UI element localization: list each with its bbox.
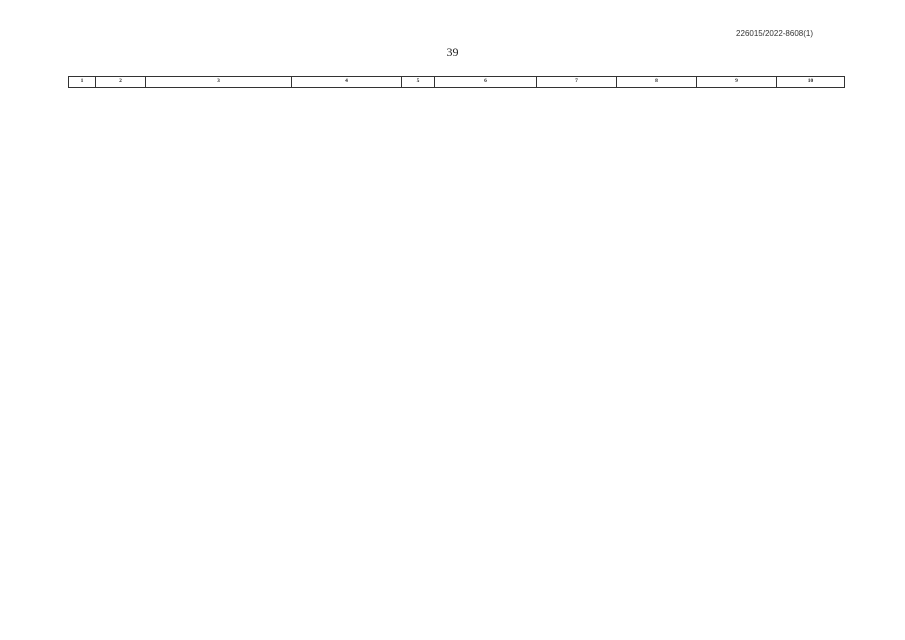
column-header-6: 6 bbox=[435, 77, 537, 88]
page-number: 39 bbox=[446, 45, 459, 59]
column-header-4: 4 bbox=[292, 77, 402, 88]
document-id: 226015/2022-8608(1) bbox=[736, 29, 813, 38]
table-header-row bbox=[69, 77, 845, 88]
column-header-3: 3 bbox=[146, 77, 292, 88]
column-header-1: 1 bbox=[69, 77, 96, 88]
column-header-7: 7 bbox=[537, 77, 617, 88]
column-header-9: 9 bbox=[697, 77, 777, 88]
column-header-2: 2 bbox=[96, 77, 146, 88]
column-header-8: 8 bbox=[617, 77, 697, 88]
procurement-table bbox=[68, 76, 845, 88]
column-header-10: 10 bbox=[777, 77, 845, 88]
column-header-5: 5 bbox=[402, 77, 435, 88]
